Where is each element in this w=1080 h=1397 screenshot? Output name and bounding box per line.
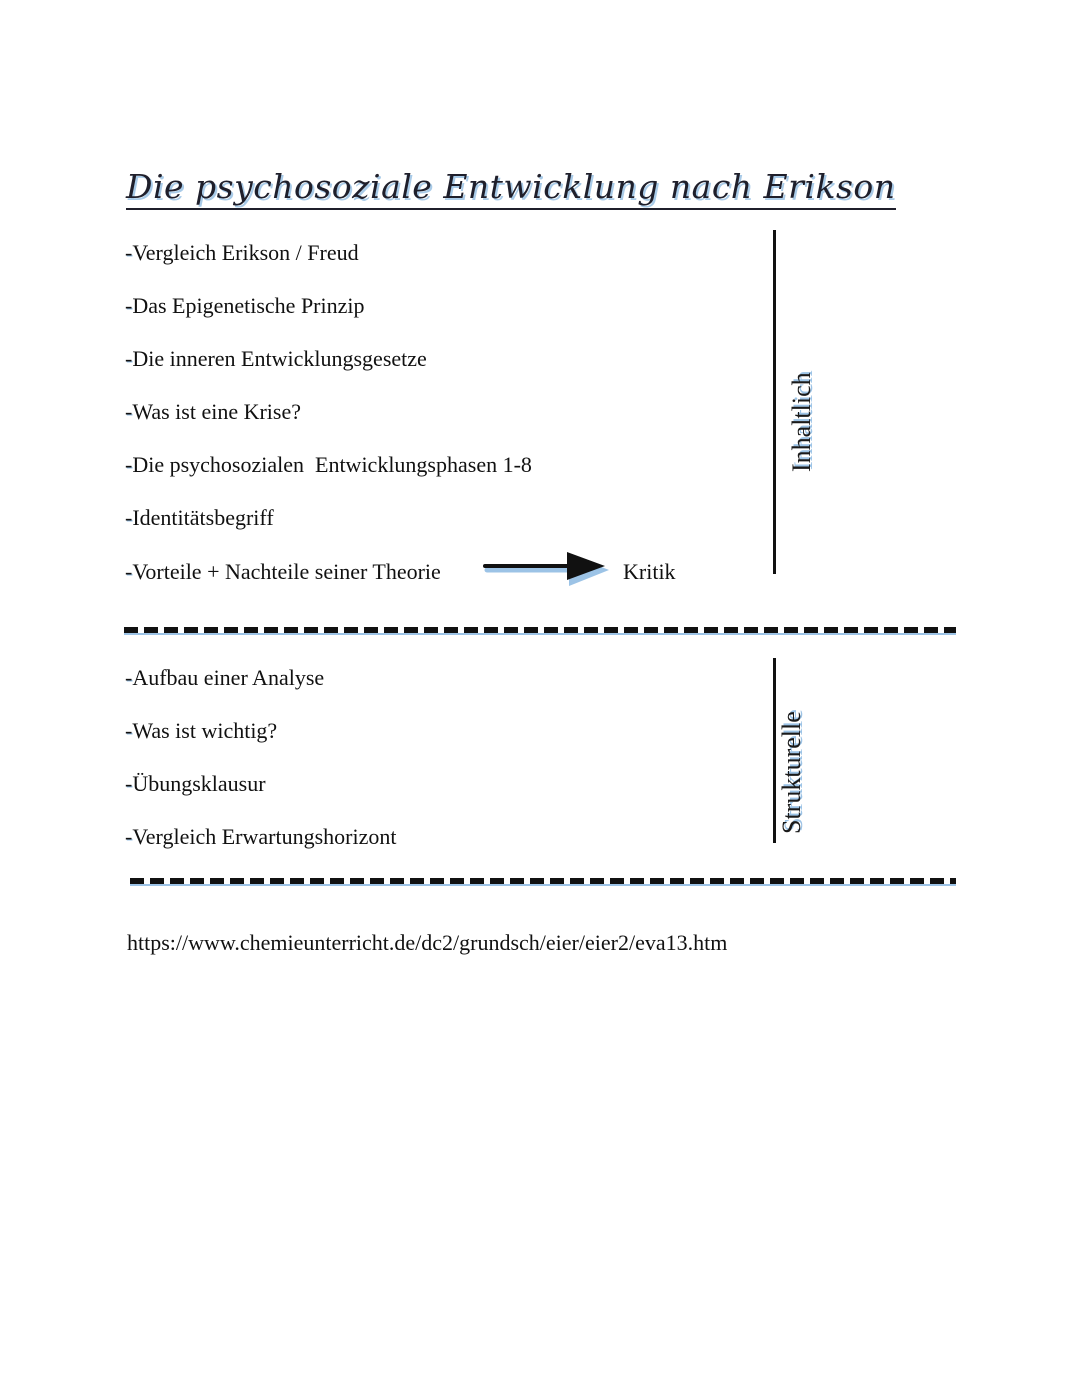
list-item [125, 824, 396, 850]
list-item-text: Was ist eine Krise? [132, 399, 302, 424]
list-item [125, 293, 365, 319]
list-item-text: Die psychosozialen Entwicklungsphasen 1-8 [132, 452, 532, 477]
bullet-dash: - [125, 452, 133, 477]
right-arrow-icon [483, 548, 611, 586]
list-item [125, 240, 359, 266]
bullet-dash: - [125, 824, 133, 849]
list-item [125, 399, 301, 425]
list-item [125, 346, 427, 372]
bullet-dash: - [125, 771, 133, 796]
list-item [125, 665, 324, 691]
bullet-dash: - [125, 559, 133, 584]
section-bracket-structure [773, 658, 776, 843]
list-item [125, 771, 266, 797]
bullet-dash: - [125, 665, 133, 690]
bullet-dash: - [125, 505, 133, 530]
bullet-dash: - [125, 346, 133, 371]
list-item-text: Identitätsbegriff [132, 505, 274, 530]
list-item [125, 559, 441, 585]
list-item-text: Aufbau einer Analyse [132, 665, 325, 690]
list-item-text: Vergleich Erikson / Freud [132, 240, 359, 265]
section-label-structure: Strukturelle [777, 711, 806, 834]
section-divider [124, 627, 956, 633]
bullet-dash: - [125, 293, 133, 318]
bullet-dash: - [125, 240, 133, 265]
list-item-text: Die inneren Entwicklungsgesetze [132, 346, 427, 371]
section-label-content: Inhaltlich [787, 372, 816, 472]
section-divider [130, 878, 956, 884]
arrow-target-label: Kritik [623, 559, 676, 584]
list-item-text: Das Epigenetische Prinzip [132, 293, 365, 318]
list-item-text: Vorteile + Nachteile seiner Theorie [132, 559, 441, 584]
list-item [125, 452, 532, 478]
section-bracket-content [773, 230, 776, 574]
list-item-text: Vergleich Erwartungshorizont [132, 824, 397, 849]
bullet-dash: - [125, 399, 133, 424]
list-item-text: Übungsklausur [132, 771, 266, 796]
list-item-text: Was ist wichtig? [132, 718, 278, 743]
source-url: https://www.chemieunterricht.de/dc2/grundsch/eier/eier2/eva13.htm [127, 930, 728, 955]
list-item [125, 505, 274, 531]
page-title: Die psychosoziale Entwicklung nach Erikson [126, 168, 896, 210]
bullet-dash: - [125, 718, 133, 743]
list-item [125, 718, 277, 744]
